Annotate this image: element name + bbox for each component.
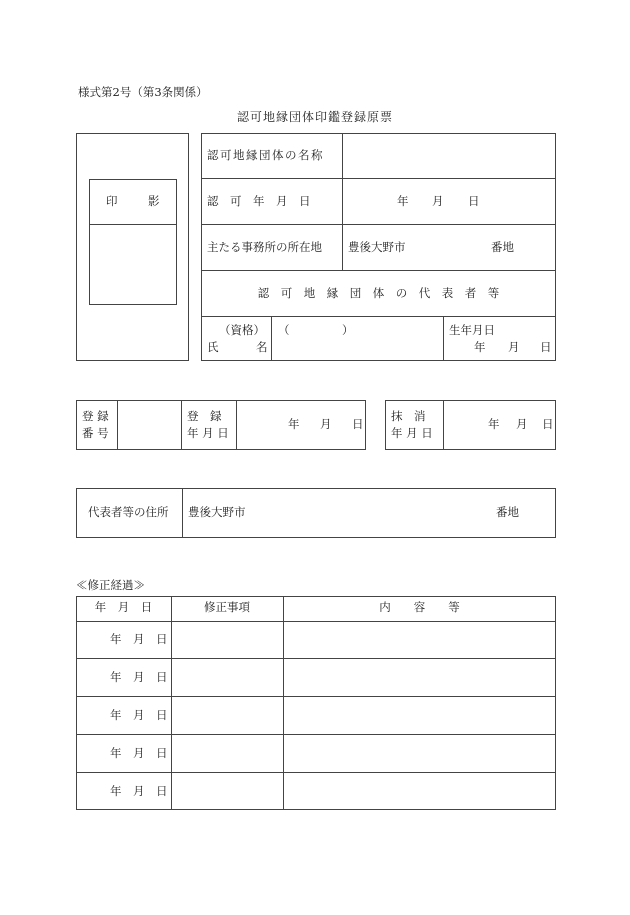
column-header-item: 修正事項 — [204, 600, 250, 614]
approval-date-year: 年 — [397, 194, 409, 208]
birth-date-month: 月 — [508, 340, 520, 354]
row-divider — [76, 658, 556, 659]
revision-row-day: 日 — [156, 746, 168, 760]
row-divider — [201, 178, 556, 179]
office-city: 豊後大野市 — [348, 240, 406, 254]
cancellation-date-day: 日 — [542, 417, 554, 431]
cancellation-date-label-2: 年 月 日 — [391, 426, 433, 440]
column-header-date: 年 月 日 — [94, 600, 153, 614]
row-divider — [201, 224, 556, 225]
representative-address-city: 豊後大野市 — [188, 505, 246, 519]
registration-number-label-2: 番 号 — [82, 426, 109, 440]
revision-row-month: 月 — [133, 670, 145, 684]
row-divider — [76, 621, 556, 622]
representative-header: 認 可 地 縁 団 体 の 代 表 者 等 — [257, 286, 500, 300]
registration-number-label-1: 登 録 — [82, 409, 109, 423]
group-name-label: 認可地縁団体の名称 — [207, 148, 324, 162]
column-divider — [181, 400, 182, 450]
revision-row-year: 年 — [110, 708, 122, 722]
office-banchi: 番地 — [491, 240, 514, 254]
cancellation-date-label-1: 抹 消 — [391, 409, 426, 423]
seal-divider — [89, 224, 177, 225]
seal-label-left: 印 — [106, 194, 118, 208]
revision-row-day: 日 — [156, 784, 168, 798]
revision-row-year: 年 — [110, 784, 122, 798]
revision-history-heading: ≪修正経過≫ — [76, 578, 145, 592]
column-divider — [342, 133, 343, 270]
qualification-paren-close: ） — [342, 323, 354, 337]
birth-date-label: 生年月日 — [449, 323, 495, 337]
revision-row-year: 年 — [110, 670, 122, 684]
revision-row-month: 月 — [133, 746, 145, 760]
row-divider — [201, 316, 556, 317]
column-divider — [182, 488, 183, 538]
row-divider — [201, 270, 556, 271]
document-title: 認可地縁団体印鑑登録原票 — [236, 110, 393, 124]
column-header-content: 内 容 等 — [379, 600, 460, 614]
office-location-label: 主たる事務所の所在地 — [207, 240, 322, 254]
registration-date-label-2: 年 月 日 — [187, 426, 229, 440]
registration-date-month: 月 — [320, 417, 332, 431]
registration-date-year: 年 — [288, 417, 300, 431]
revision-row-day: 日 — [156, 708, 168, 722]
representative-address-banchi: 番地 — [496, 505, 519, 519]
qualification-label: （資格） — [219, 323, 265, 337]
name-label-2: 名 — [256, 340, 268, 354]
column-divider — [271, 316, 272, 361]
cancellation-date-year: 年 — [488, 417, 500, 431]
column-divider — [443, 400, 444, 450]
revision-history-table — [76, 596, 556, 810]
name-label-1: 氏 — [207, 340, 219, 354]
approval-date-label: 認 可 年 月 日 — [207, 194, 311, 208]
cancellation-date-month: 月 — [516, 417, 528, 431]
column-divider — [283, 596, 284, 810]
seal-impression-box — [89, 179, 177, 305]
revision-row-year: 年 — [110, 746, 122, 760]
revision-row-day: 日 — [156, 670, 168, 684]
row-divider — [76, 772, 556, 773]
registration-date-label-1: 登 録 — [187, 409, 222, 423]
approval-date-month: 月 — [432, 194, 444, 208]
revision-row-year: 年 — [110, 632, 122, 646]
revision-row-day: 日 — [156, 632, 168, 646]
birth-date-year: 年 — [474, 340, 486, 354]
column-divider — [117, 400, 118, 450]
revision-row-month: 月 — [133, 708, 145, 722]
qualification-paren-open: （ — [278, 323, 290, 337]
seal-label-right: 影 — [148, 194, 160, 208]
row-divider — [76, 734, 556, 735]
form-number-label: 様式第2号（第3条関係） — [78, 85, 208, 99]
column-divider — [443, 316, 444, 361]
row-divider — [76, 696, 556, 697]
column-divider — [171, 596, 172, 810]
revision-row-month: 月 — [133, 784, 145, 798]
cancellation-table — [385, 400, 556, 450]
approval-date-day: 日 — [468, 194, 480, 208]
revision-row-month: 月 — [133, 632, 145, 646]
column-divider — [236, 400, 237, 450]
birth-date-day: 日 — [540, 340, 552, 354]
representative-address-label: 代表者等の住所 — [88, 505, 169, 519]
registration-date-day: 日 — [352, 417, 364, 431]
